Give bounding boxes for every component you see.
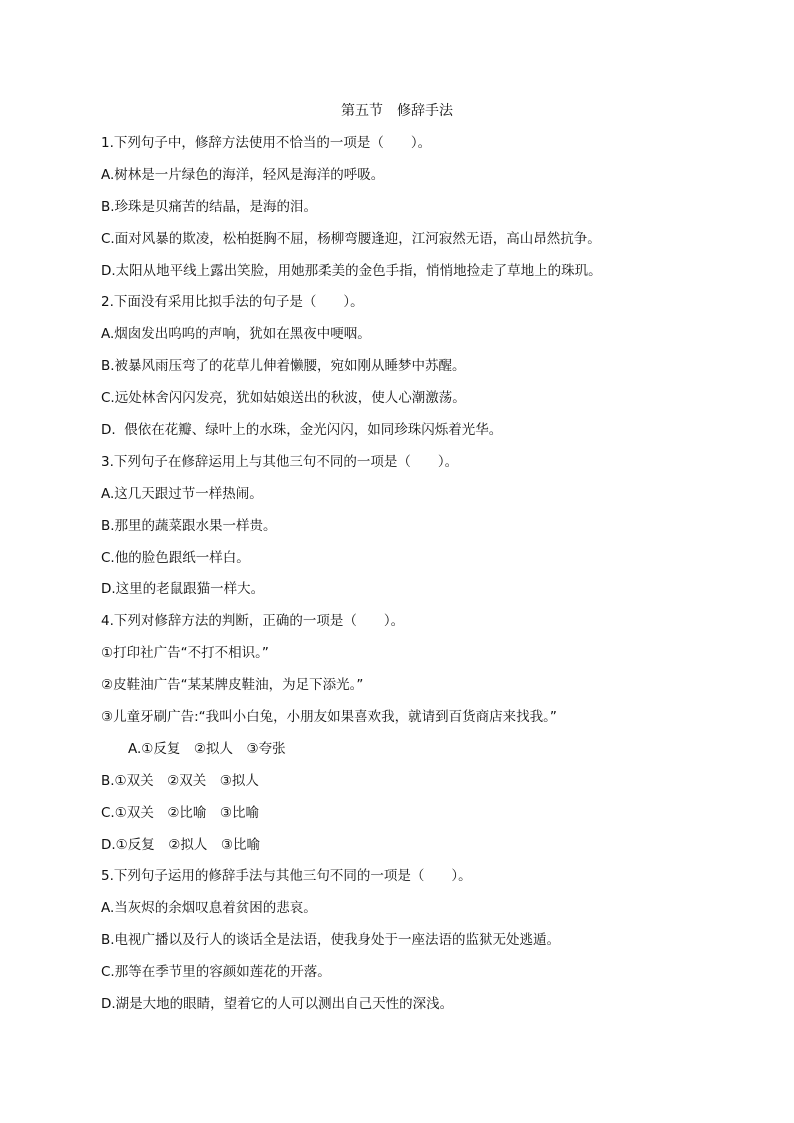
question-1-option-a: A.树林是一片绿色的海洋，轻风是海洋的呼吸。: [101, 166, 385, 183]
section-title: 第五节 修辞手法: [341, 103, 453, 119]
question-4-item-2: ②皮鞋油广告“某某牌皮鞋油，为足下添光。”: [101, 677, 364, 694]
question-3-option-c: C.他的脸色跟纸一样白。: [101, 549, 250, 566]
question-4-item-3: ③儿童牙刷广告:“我叫小白兔，小朋友如果喜欢我，就请到百货商店来找我。”: [101, 709, 557, 726]
question-3-option-b: B.那里的蔬菜跟水果一样贵。: [101, 517, 277, 534]
question-5-option-d: D.湖是大地的眼睛，望着它的人可以测出自己天性的深浅。: [101, 996, 454, 1013]
question-5-option-a: A.当灰烬的余烟叹息着贫困的悲哀。: [101, 900, 317, 917]
question-3-option-d: D.这里的老鼠跟猫一样大。: [101, 581, 265, 598]
question-4-option-d: D.①反复 ②拟人 ③比喻: [101, 836, 260, 853]
question-5-option-b: B.电视广播以及行人的谈话全是法语，使我身处于一座法语的监狱无处逃遁。: [101, 932, 561, 949]
question-2-option-d: D. 偎依在花瓣、绿叶上的水珠，金光闪闪，如同珍珠闪烁着光华。: [101, 422, 503, 439]
question-4-option-b: B.①双关 ②双关 ③拟人: [101, 772, 259, 789]
question-1-option-b: B.珍珠是贝痛苦的结晶，是海的泪。: [101, 198, 318, 215]
question-2-option-b: B.被暴风雨压弯了的花草儿伸着懒腰，宛如刚从睡梦中苏醒。: [101, 358, 466, 375]
question-3-option-a: A.这几天跟过节一样热闹。: [101, 485, 263, 502]
question-5-option-c: C.那等在季节里的容颜如莲花的开落。: [101, 964, 331, 981]
question-2-stem: 2.下面没有采用比拟手法的句子是（ ）。: [101, 294, 364, 311]
question-5-stem: 5.下列句子运用的修辞手法与其他三句不同的一项是（ ）。: [101, 868, 472, 885]
question-4-item-1: ①打印社广告“不打不相识。”: [101, 645, 269, 662]
question-2-option-a: A.烟囱发出呜呜的声响，犹如在黑夜中哽咽。: [101, 326, 371, 343]
question-list: [101, 133, 721, 1026]
question-4-option-c: C.①双关 ②比喻 ③比喻: [101, 804, 260, 821]
question-4-stem: 4.下列对修辞方法的判断，正确的一项是（ ）。: [101, 613, 405, 630]
question-1-option-c: C.面对风暴的欺凌，松柏挺胸不屈，杨柳弯腰逢迎，江河寂然无语，高山昂然抗争。: [101, 230, 601, 247]
question-2-option-c: C.远处林舍闪闪发亮，犹如姑娘送出的秋波，使人心潮激荡。: [101, 390, 466, 407]
question-3-stem: 3.下列句子在修辞运用上与其他三句不同的一项是（ ）。: [101, 453, 459, 470]
question-4-option-a: A.①反复 ②拟人 ③夸张: [128, 740, 286, 757]
question-1-stem: 1.下列句子中，修辞方法使用不恰当的一项是（ ）。: [101, 135, 432, 151]
question-1-option-d: D.太阳从地平线上露出笑脸，用她那柔美的金色手指，悄悄地捡走了草地上的珠玑。: [101, 262, 602, 279]
